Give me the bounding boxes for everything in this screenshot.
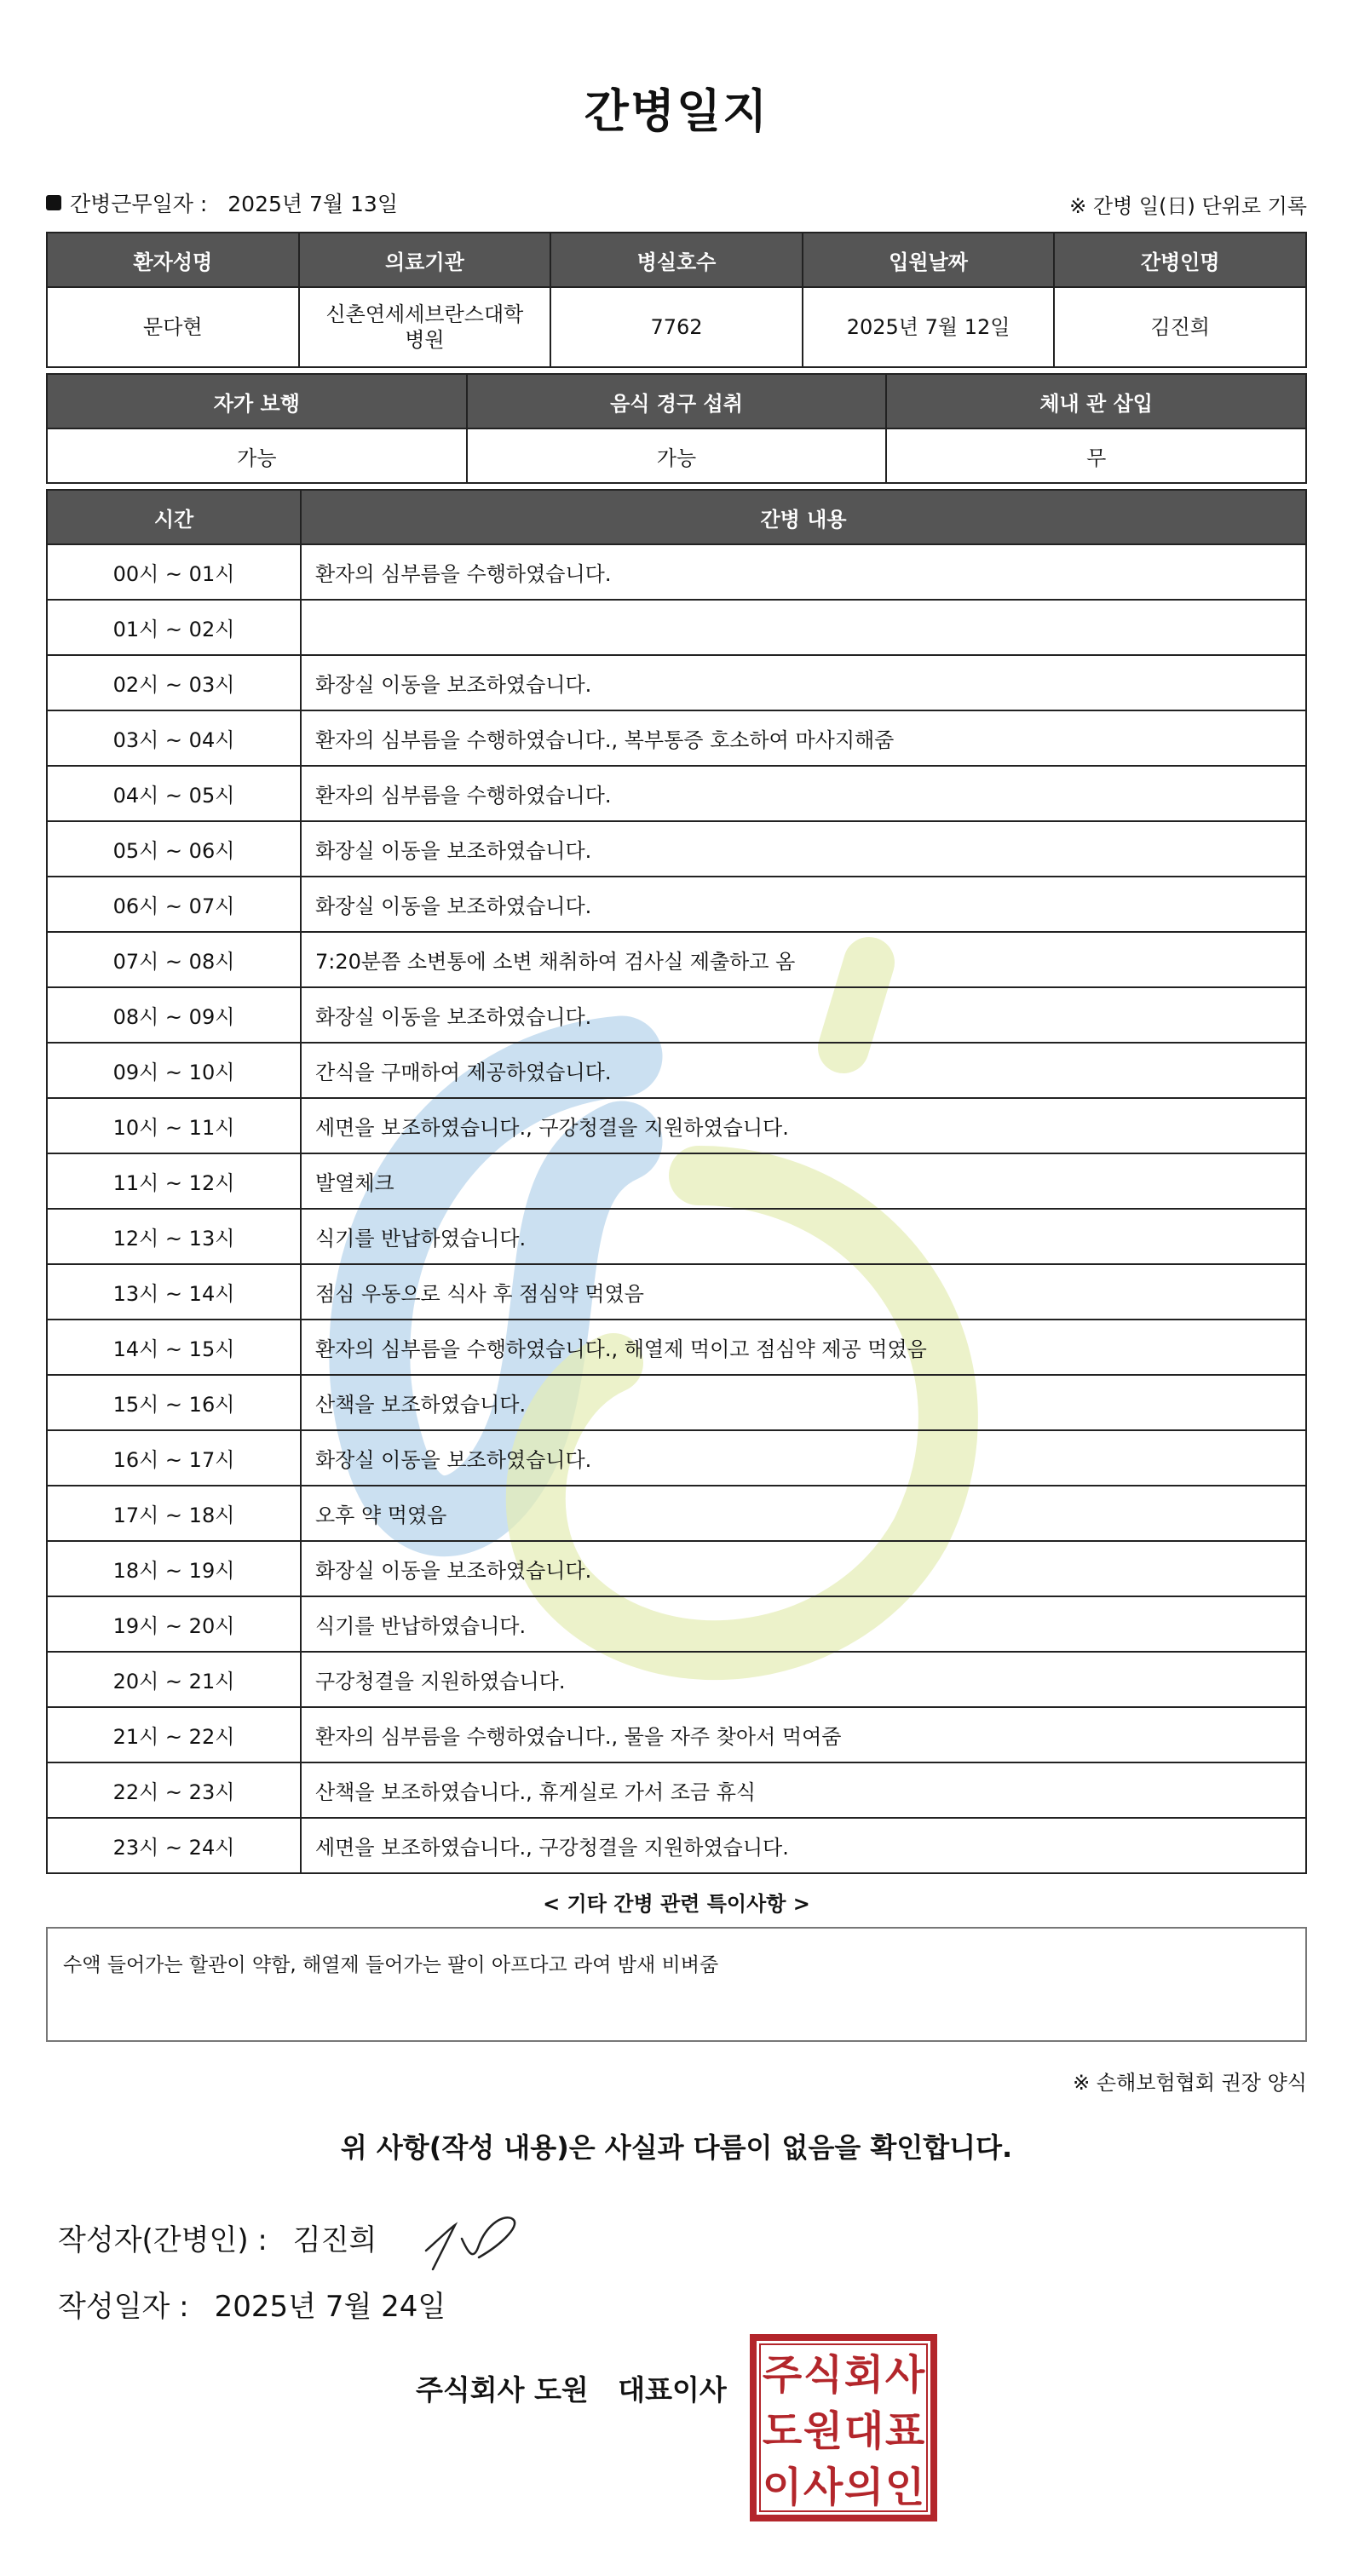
seal-character: 의 (843, 2464, 884, 2511)
notes-title: < 기타 간병 관련 특이사항 > (543, 1892, 810, 1916)
patient-header-cell: 병실호수 (550, 233, 803, 287)
log-time-cell: 03시 ~ 04시 (47, 710, 301, 766)
work-date-label: 간병근무일자 : (70, 192, 208, 216)
log-time-cell: 17시 ~ 18시 (47, 1486, 301, 1541)
log-content-cell: 발열체크 (301, 1153, 1306, 1209)
log-content-cell: 환자의 심부름을 수행하였습니다. (301, 544, 1306, 600)
table-row (47, 821, 1306, 877)
log-header-time: 시간 (47, 490, 301, 544)
log-content-cell: 화장실 이동을 보조하였습니다. (301, 655, 1306, 710)
table-row (47, 1762, 1306, 1818)
log-content-cell: 화장실 이동을 보조하였습니다. (301, 987, 1306, 1043)
status-header-cell: 자가 보행 (47, 374, 467, 428)
log-time-cell: 02시 ~ 03시 (47, 655, 301, 710)
table-row (47, 1264, 1306, 1320)
log-time-cell: 15시 ~ 16시 (47, 1375, 301, 1430)
work-date (46, 187, 398, 218)
log-time-cell: 07시 ~ 08시 (47, 932, 301, 987)
care-log-table (46, 489, 1307, 1874)
seal-character: 표 (884, 2407, 925, 2455)
patient-status-table (46, 373, 1307, 484)
seal-character: 도 (762, 2407, 803, 2455)
log-time-cell: 08시 ~ 09시 (47, 987, 301, 1043)
write-date-line (58, 2283, 446, 2325)
hospital-name: 신촌연세세브란스대학병원 (299, 287, 551, 367)
log-content-cell: 식기를 반납하였습니다. (301, 1596, 1306, 1652)
log-time-cell: 06시 ~ 07시 (47, 877, 301, 932)
seal-character: 이 (762, 2464, 803, 2511)
table-row (47, 1320, 1306, 1375)
log-time-cell: 16시 ~ 17시 (47, 1430, 301, 1486)
table-row (47, 1375, 1306, 1430)
status-header-cell: 음식 경구 섭취 (467, 374, 887, 428)
confirmation-statement: 위 사항(작성 내용)은 사실과 다름이 없음을 확인합니다. (340, 2131, 1013, 2164)
log-content-cell: 환자의 심부름을 수행하였습니다., 복부통증 호소하여 마사지해줌 (301, 710, 1306, 766)
log-time-cell: 05시 ~ 06시 (47, 821, 301, 877)
company-representative: 주식회사 도원 대표이사 (416, 2373, 727, 2406)
log-content-cell: 오후 약 먹였음 (301, 1486, 1306, 1541)
admission-date: 2025년 7월 12일 (803, 287, 1055, 367)
daily-note: ※ 간병 일(日) 단위로 기록 (1069, 194, 1307, 218)
patient-header-cell: 입원날짜 (803, 233, 1055, 287)
company-seal-stamp (748, 2332, 939, 2523)
log-content-cell: 환자의 심부름을 수행하였습니다. (301, 766, 1306, 821)
log-content-cell: 구강청결을 지원하였습니다. (301, 1652, 1306, 1707)
table-row (47, 1098, 1306, 1153)
caregiver-name: 김진희 (1054, 287, 1306, 367)
table-row (47, 1430, 1306, 1486)
log-time-cell: 14시 ~ 15시 (47, 1320, 301, 1375)
table-row (47, 1209, 1306, 1264)
table-row (47, 1153, 1306, 1209)
log-content-cell: 세면을 보조하였습니다., 구강청결을 지원하였습니다. (301, 1818, 1306, 1873)
log-time-cell: 11시 ~ 12시 (47, 1153, 301, 1209)
table-row (47, 600, 1306, 655)
status-header-cell: 체내 관 삽입 (886, 374, 1306, 428)
log-content-cell: 화장실 이동을 보조하였습니다. (301, 1541, 1306, 1596)
log-content-cell: 7:20분쯤 소변통에 소변 채취하여 검사실 제출하고 옴 (301, 932, 1306, 987)
log-content-cell: 산책을 보조하였습니다. (301, 1375, 1306, 1430)
log-content-cell: 세면을 보조하였습니다., 구강청결을 지원하였습니다. (301, 1098, 1306, 1153)
table-row (47, 766, 1306, 821)
log-time-cell: 19시 ~ 20시 (47, 1596, 301, 1652)
log-time-cell: 22시 ~ 23시 (47, 1762, 301, 1818)
log-time-cell: 00시 ~ 01시 (47, 544, 301, 600)
seal-character: 주 (762, 2351, 803, 2399)
patient-header-cell: 간병인명 (1054, 233, 1306, 287)
seal-character: 사 (803, 2464, 843, 2511)
seal-character: 원 (803, 2407, 843, 2455)
page-title: 간병일지 (584, 84, 769, 138)
writer-line (58, 2217, 377, 2258)
log-time-cell: 20시 ~ 21시 (47, 1652, 301, 1707)
seal-character: 사 (884, 2351, 925, 2399)
self-walking-value: 가능 (47, 428, 467, 483)
log-content-cell: 화장실 이동을 보조하였습니다. (301, 1430, 1306, 1486)
seal-character: 회 (843, 2351, 884, 2399)
table-row (47, 710, 1306, 766)
table-row (47, 1043, 1306, 1098)
table-row (47, 1541, 1306, 1596)
log-content-cell: 식기를 반납하였습니다. (301, 1209, 1306, 1264)
notes-box (46, 1927, 1307, 2042)
log-time-cell: 21시 ~ 22시 (47, 1707, 301, 1762)
oral-intake-value: 가능 (467, 428, 887, 483)
log-time-cell: 10시 ~ 11시 (47, 1098, 301, 1153)
writer-label: 작성자(간병인) : (58, 2223, 268, 2257)
log-content-cell: 화장실 이동을 보조하였습니다. (301, 877, 1306, 932)
table-row (47, 932, 1306, 987)
log-content-cell: 간식을 구매하여 제공하였습니다. (301, 1043, 1306, 1098)
table-row (47, 544, 1306, 600)
log-time-cell: 12시 ~ 13시 (47, 1209, 301, 1264)
table-row (47, 1596, 1306, 1652)
table-row (47, 655, 1306, 710)
log-content-cell: 환자의 심부름을 수행하였습니다., 해열제 먹이고 점심약 제공 먹였음 (301, 1320, 1306, 1375)
recommend-note: ※ 손해보험협회 권장 양식 (1073, 2071, 1307, 2095)
log-time-cell: 18시 ~ 19시 (47, 1541, 301, 1596)
table-row (47, 1818, 1306, 1873)
table-row (47, 987, 1306, 1043)
patient-info-table (46, 232, 1307, 368)
log-content-cell: 점심 우동으로 식사 후 점심약 먹였음 (301, 1264, 1306, 1320)
table-row (47, 1486, 1306, 1541)
write-date-value: 2025년 7월 24일 (214, 2290, 446, 2324)
table-row (47, 1652, 1306, 1707)
log-time-cell: 04시 ~ 05시 (47, 766, 301, 821)
log-time-cell: 01시 ~ 02시 (47, 600, 301, 655)
log-content-cell (301, 600, 1306, 655)
patient-header-cell: 환자성명 (47, 233, 299, 287)
patient-name: 문다현 (47, 287, 299, 367)
write-date-label: 작성일자 : (58, 2290, 189, 2324)
log-content-cell: 화장실 이동을 보조하였습니다. (301, 821, 1306, 877)
square-bullet-icon (46, 195, 61, 210)
log-content-cell: 산책을 보조하였습니다., 휴게실로 가서 조금 휴식 (301, 1762, 1306, 1818)
log-time-cell: 09시 ~ 10시 (47, 1043, 301, 1098)
table-row (47, 877, 1306, 932)
log-time-cell: 23시 ~ 24시 (47, 1818, 301, 1873)
seal-character: 식 (803, 2351, 843, 2399)
work-date-value: 2025년 7월 13일 (227, 192, 398, 216)
tube-insertion-value: 무 (886, 428, 1306, 483)
writer-name: 김진희 (292, 2223, 377, 2257)
log-time-cell: 13시 ~ 14시 (47, 1264, 301, 1320)
seal-character: 대 (843, 2407, 884, 2455)
notes-text: 수액 들어가는 할관이 약함, 해열제 들어가는 팔이 아프다고 라여 밤새 비벼줌 (63, 1954, 719, 1976)
log-header-content: 간병 내용 (301, 490, 1306, 544)
log-content-cell: 환자의 심부름을 수행하였습니다., 물을 자주 찾아서 먹여줌 (301, 1707, 1306, 1762)
seal-character: 인 (884, 2464, 925, 2511)
patient-header-cell: 의료기관 (299, 233, 551, 287)
room-number: 7762 (550, 287, 803, 367)
handwritten-signature (417, 2206, 528, 2274)
table-row (47, 1707, 1306, 1762)
